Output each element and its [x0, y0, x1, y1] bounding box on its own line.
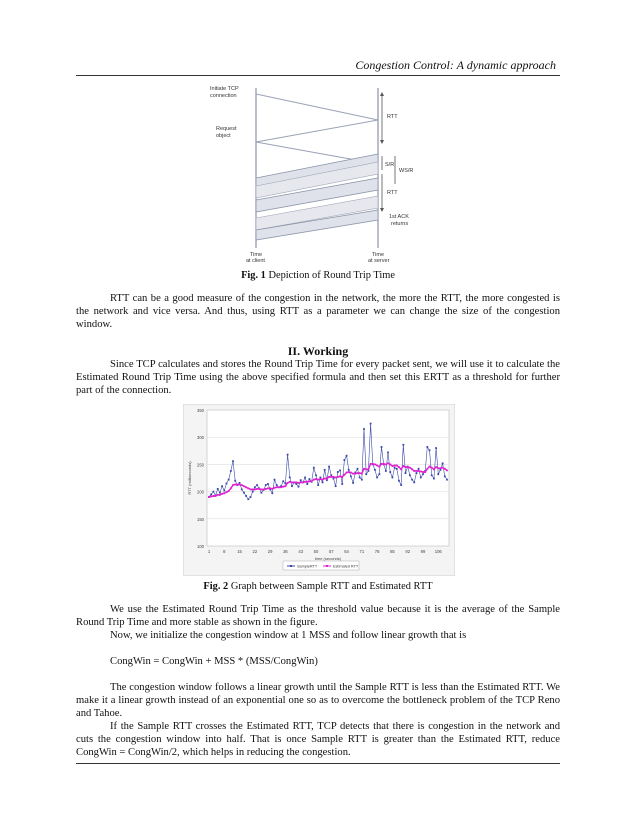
- sample-rtt-point: [328, 466, 330, 468]
- estimated-rtt-point: [304, 481, 306, 483]
- estimated-rtt-point: [440, 467, 442, 469]
- sample-rtt-point: [219, 492, 221, 494]
- estimated-rtt-point: [243, 485, 245, 487]
- estimated-rtt-point: [357, 472, 359, 474]
- estimated-rtt-point: [372, 463, 374, 465]
- rtt-chart: [183, 404, 455, 576]
- sample-rtt-point: [228, 479, 230, 481]
- estimated-rtt-point: [437, 467, 439, 469]
- estimated-rtt-point: [245, 486, 247, 488]
- sample-rtt-point: [437, 473, 439, 475]
- estimated-rtt-point: [413, 470, 415, 472]
- x-tick-label: 29: [267, 549, 273, 554]
- sample-rtt-point: [374, 469, 376, 471]
- sample-rtt-point: [376, 477, 378, 479]
- estimated-rtt-point: [322, 479, 324, 481]
- sample-rtt-point: [324, 469, 326, 471]
- sample-rtt-point: [221, 485, 223, 487]
- sample-rtt-point: [359, 477, 361, 479]
- sample-rtt-point: [210, 493, 212, 495]
- estimated-rtt-point: [341, 476, 343, 478]
- legend-marker: [290, 565, 292, 567]
- estimated-rtt-point: [254, 489, 256, 491]
- sample-rtt-point: [267, 483, 269, 485]
- estimated-rtt-point: [402, 465, 404, 467]
- sample-rtt-point: [319, 477, 321, 479]
- estimated-rtt-point: [330, 476, 332, 478]
- estimated-rtt-point: [271, 488, 273, 490]
- estimated-rtt-point: [267, 487, 269, 489]
- estimated-rtt-point: [389, 464, 391, 466]
- estimated-rtt-point: [337, 476, 339, 478]
- figure1-caption: [76, 270, 560, 281]
- estimated-rtt-point: [442, 467, 444, 469]
- sample-rtt-point: [350, 475, 352, 477]
- sample-rtt-point: [394, 467, 396, 469]
- estimated-rtt-point: [343, 474, 345, 476]
- estimated-rtt-point: [387, 462, 389, 464]
- sample-rtt-point: [271, 492, 273, 494]
- estimated-rtt-point: [433, 468, 435, 470]
- estimated-rtt-point: [236, 484, 238, 486]
- sample-rtt-point: [339, 469, 341, 471]
- sample-rtt-point: [291, 485, 293, 487]
- x-tick-label: 1: [207, 549, 211, 554]
- sample-rtt-point: [287, 454, 289, 456]
- estimated-rtt-point: [256, 488, 258, 490]
- estimated-rtt-point: [252, 489, 254, 491]
- estimated-rtt-point: [269, 487, 271, 489]
- sample-rtt-point: [361, 479, 363, 481]
- sample-rtt-point: [247, 498, 249, 500]
- sample-rtt-point: [322, 481, 324, 483]
- estimated-rtt-point: [298, 482, 300, 484]
- sample-rtt-point: [435, 447, 437, 449]
- estimated-rtt-point: [319, 478, 321, 480]
- x-tick-label: 71: [359, 549, 365, 554]
- label-client-1: Time: [250, 252, 263, 258]
- sample-rtt-point: [416, 472, 418, 474]
- sample-rtt-point: [241, 489, 243, 491]
- estimated-rtt-point: [409, 467, 411, 469]
- sample-rtt-point: [300, 479, 302, 481]
- x-tick-label: 85: [390, 549, 395, 554]
- estimated-rtt-point: [212, 495, 214, 497]
- estimated-rtt-point: [208, 496, 210, 498]
- figure1-caption-text: Depiction of Round Trip Time: [265, 270, 395, 281]
- estimated-rtt-point: [228, 490, 230, 492]
- estimated-rtt-point: [348, 471, 350, 473]
- estimated-rtt-point: [416, 470, 418, 472]
- estimated-rtt-point: [335, 477, 337, 479]
- sample-rtt-point: [245, 495, 247, 497]
- estimated-rtt-point: [383, 463, 385, 465]
- estimated-rtt-point: [315, 478, 317, 480]
- paragraph-threshold: We use the Estimated Round Trip Time as the threshold value because it is the average of the Sample Round Trip Time and more stable as shown in the figure.: [76, 604, 560, 628]
- estimated-rtt-point: [446, 469, 448, 471]
- estimated-rtt-point: [396, 465, 398, 467]
- sample-rtt-point: [370, 423, 372, 425]
- estimated-rtt-point: [385, 464, 387, 466]
- sample-rtt-point: [250, 496, 252, 498]
- sample-rtt-point: [341, 483, 343, 485]
- sample-rtt-point: [378, 473, 380, 475]
- label-server-2: at server: [368, 258, 390, 264]
- estimated-rtt-point: [278, 486, 280, 488]
- estimated-rtt-point: [392, 465, 394, 467]
- label-ack-2: returns: [391, 221, 409, 227]
- label-rtt-2: RTT: [387, 190, 398, 196]
- sample-rtt-point: [304, 477, 306, 479]
- sample-rtt-point: [413, 481, 415, 483]
- x-tick-label: 78: [374, 549, 380, 554]
- estimated-rtt-point: [333, 476, 335, 478]
- sample-rtt-point: [232, 460, 234, 462]
- sample-rtt-point: [313, 467, 315, 469]
- estimated-rtt-point: [250, 489, 252, 491]
- estimated-rtt-point: [241, 484, 243, 486]
- sample-rtt-point: [254, 486, 256, 488]
- estimated-rtt-point: [313, 479, 315, 481]
- label-ack-1: 1st ACK: [389, 214, 409, 220]
- paragraph-congestion-detect: If the Sample RTT crosses the Estimated RTT, TCP detects that there is congestion in the network and cuts the congestion window into half. That is once Sample RTT is greater than the Estimated RTT, reduce CongWin = CongWin/2, which helps in reducing the congestion.: [76, 721, 560, 758]
- y-axis-label: RTT (milliseconds): [187, 461, 192, 495]
- sample-rtt-point: [223, 490, 225, 492]
- estimated-rtt-point: [354, 473, 356, 475]
- sample-rtt-point: [411, 479, 413, 481]
- sample-rtt-point: [446, 479, 448, 481]
- estimated-rtt-point: [363, 468, 365, 470]
- estimated-rtt-point: [291, 481, 293, 483]
- sample-rtt-point: [381, 446, 383, 448]
- estimated-rtt-point: [223, 492, 225, 494]
- sample-rtt-point: [261, 492, 263, 494]
- sample-rtt-point: [357, 468, 359, 470]
- estimated-rtt-point: [346, 472, 348, 474]
- sample-rtt-point: [420, 477, 422, 479]
- x-tick-label: 92: [405, 549, 411, 554]
- figure2-caption: [76, 581, 560, 592]
- label-wsr: WS/R: [399, 168, 414, 174]
- paragraph-rtt-measure: RTT can be a good measure of the congestion in the network, the more the RTT, the more congested is the network and vice versa. And thus, using RTT as a parameter we can change the size of the congestion window.: [76, 293, 560, 330]
- estimated-rtt-point: [365, 468, 367, 470]
- sample-rtt-point: [431, 474, 433, 476]
- estimated-rtt-point: [426, 468, 428, 470]
- estimated-rtt-point: [317, 479, 319, 481]
- sample-rtt-point: [230, 470, 232, 472]
- sample-rtt-point: [326, 479, 328, 481]
- formula: CongWin = CongWin + MSS * (MSS/CongWin): [110, 656, 318, 667]
- label-initiate-2: connection: [210, 93, 237, 99]
- sample-rtt-point: [335, 485, 337, 487]
- label-rtt-1: RTT: [387, 114, 398, 120]
- estimated-rtt-point: [376, 465, 378, 467]
- estimated-rtt-point: [352, 473, 354, 475]
- estimated-rtt-point: [263, 489, 265, 491]
- estimated-rtt-point: [420, 471, 422, 473]
- paragraph-tcp-calculates: Since TCP calculates and stores the Round Trip Time for every packet sent, we will use it to calculate the Estimated Round Trip Time using the above specified formula and then set this ERTT as a threshold for further part of the connection.: [76, 359, 560, 396]
- estimated-rtt-point: [295, 481, 297, 483]
- label-request-2: object: [216, 133, 231, 139]
- y-tick-label: 250: [197, 462, 204, 468]
- sample-rtt-point: [317, 484, 319, 486]
- sample-rtt-point: [422, 473, 424, 475]
- x-tick-label: 64: [344, 549, 349, 554]
- y-tick-label: 100: [197, 544, 204, 549]
- legend-marker: [326, 565, 328, 567]
- estimated-rtt-point: [215, 495, 217, 497]
- estimated-rtt-point: [232, 484, 234, 486]
- sample-rtt-point: [440, 469, 442, 471]
- estimated-rtt-point: [274, 487, 276, 489]
- sample-rtt-point: [392, 477, 394, 479]
- sample-rtt-point: [306, 483, 308, 485]
- sample-rtt-point: [217, 488, 219, 490]
- sample-rtt-point: [256, 484, 258, 486]
- estimated-rtt-point: [280, 486, 282, 488]
- sample-rtt-point: [243, 492, 245, 494]
- estimated-rtt-point: [309, 480, 311, 482]
- estimated-rtt-point: [219, 494, 221, 496]
- estimated-rtt-point: [287, 482, 289, 484]
- sample-rtt-point: [433, 478, 435, 480]
- section-heading: II. Working: [287, 344, 349, 358]
- x-tick-label: 57: [328, 549, 334, 554]
- sample-rtt-point: [295, 483, 297, 485]
- sample-rtt-point: [343, 459, 345, 461]
- sample-rtt-point: [418, 468, 420, 470]
- estimated-rtt-point: [282, 486, 284, 488]
- sample-rtt-point: [265, 484, 267, 486]
- y-tick-label: 150: [197, 516, 204, 522]
- estimated-rtt-point: [239, 484, 241, 486]
- estimated-rtt-point: [234, 484, 236, 486]
- sample-rtt-point: [444, 475, 446, 477]
- sample-rtt-point: [276, 484, 278, 486]
- figure2-caption-text: Graph between Sample RTT and Estimated RTT: [228, 581, 433, 592]
- sample-rtt-point: [363, 428, 365, 430]
- estimated-rtt-point: [311, 480, 313, 482]
- label-server-1: Time: [372, 252, 385, 258]
- sample-rtt-point: [398, 480, 400, 482]
- sample-rtt-point: [352, 482, 354, 484]
- x-tick-label: 22: [252, 549, 258, 554]
- estimated-rtt-point: [210, 496, 212, 498]
- sample-rtt-point: [442, 462, 444, 464]
- estimated-rtt-point: [265, 488, 267, 490]
- estimated-rtt-point: [289, 481, 291, 483]
- estimated-rtt-point: [293, 481, 295, 483]
- estimated-rtt-point: [361, 473, 363, 475]
- estimated-rtt-point: [258, 488, 260, 490]
- estimated-rtt-point: [350, 472, 352, 474]
- sample-rtt-point: [282, 480, 284, 482]
- sample-rtt-point: [405, 472, 407, 474]
- sample-rtt-point: [389, 471, 391, 473]
- estimated-rtt-point: [226, 491, 228, 493]
- running-head: Congestion Control: A dynamic approach: [355, 58, 556, 72]
- label-request-1: Request: [216, 126, 237, 132]
- estimated-rtt-point: [217, 494, 219, 496]
- estimated-rtt-point: [247, 487, 249, 489]
- sample-rtt-point: [409, 474, 411, 476]
- estimated-rtt-point: [230, 487, 232, 489]
- sample-rtt-point: [330, 474, 332, 476]
- sample-rtt-point: [337, 471, 339, 473]
- estimated-rtt-point: [418, 470, 420, 472]
- footer-rule: [76, 763, 560, 764]
- estimated-rtt-point: [407, 466, 409, 468]
- sample-rtt-point: [234, 480, 236, 482]
- x-tick-label: 106: [434, 549, 442, 554]
- estimated-rtt-point: [285, 485, 287, 487]
- sample-rtt-point: [252, 491, 254, 493]
- sample-rtt-point: [346, 455, 348, 457]
- figure1-caption-num: Fig. 1: [241, 270, 266, 281]
- paragraph-linear-growth: The congestion window follows a linear growth until the Sample RTT is less than the Estimated RTT. We make it a linear growth instead of an exponential one so as to overcome the bottleneck problem of the TCP Reno and Tahoe.: [76, 682, 560, 719]
- estimated-rtt-point: [328, 476, 330, 478]
- header-rule: [76, 75, 560, 76]
- estimated-rtt-point: [339, 475, 341, 477]
- sample-rtt-point: [426, 446, 428, 448]
- sample-rtt-point: [315, 474, 317, 476]
- x-tick-label: 36: [283, 549, 288, 554]
- x-tick-label: 50: [313, 549, 319, 554]
- sample-rtt-point: [367, 470, 369, 472]
- sample-rtt-point: [226, 483, 228, 485]
- estimated-rtt-point: [261, 489, 263, 491]
- estimated-rtt-point: [374, 464, 376, 466]
- sample-rtt-point: [387, 452, 389, 454]
- estimated-rtt-point: [405, 466, 407, 468]
- estimated-rtt-point: [444, 468, 446, 470]
- estimated-rtt-point: [431, 467, 433, 469]
- sample-rtt-point: [365, 473, 367, 475]
- sample-rtt-point: [274, 479, 276, 481]
- y-tick-label: 200: [197, 489, 204, 495]
- estimated-rtt-point: [367, 468, 369, 470]
- label-initiate-1: Initiate TCP: [210, 86, 239, 92]
- sample-rtt-point: [309, 478, 311, 480]
- sample-rtt-point: [239, 482, 241, 484]
- estimated-rtt-point: [381, 463, 383, 465]
- sample-rtt-point: [402, 444, 404, 446]
- estimated-rtt-point: [370, 463, 372, 465]
- sample-rtt-point: [396, 468, 398, 470]
- x-axis-label: time (seconds): [314, 556, 342, 561]
- x-tick-label: 8: [223, 549, 226, 554]
- x-tick-label: 15: [237, 549, 242, 554]
- y-tick-label: 300: [197, 435, 204, 441]
- estimated-rtt-point: [378, 466, 380, 468]
- sample-rtt-point: [333, 478, 335, 480]
- rtt-diagram: [206, 78, 422, 270]
- estimated-rtt-point: [300, 481, 302, 483]
- estimated-rtt-point: [324, 478, 326, 480]
- y-tick-label: 350: [197, 408, 204, 413]
- estimated-rtt-point: [422, 471, 424, 473]
- legend-label: Estimated RTT: [333, 564, 359, 569]
- estimated-rtt-point: [221, 493, 223, 495]
- x-tick-label: 99: [420, 549, 426, 554]
- label-sr: S/R: [385, 162, 395, 168]
- estimated-rtt-point: [398, 466, 400, 468]
- sample-rtt-point: [298, 486, 300, 488]
- estimated-rtt-point: [306, 481, 308, 483]
- figure2-caption-num: Fig. 2: [203, 581, 229, 592]
- estimated-rtt-point: [435, 466, 437, 468]
- sample-rtt-point: [429, 449, 431, 451]
- label-client-2: at client: [246, 258, 265, 264]
- x-tick-label: 43: [298, 549, 304, 554]
- sample-rtt-point: [289, 477, 291, 479]
- sample-rtt-point: [212, 491, 214, 493]
- paragraph-initialize: Now, we initialize the congestion window at 1 MSS and follow linear growth that is: [110, 630, 467, 641]
- estimated-rtt-point: [411, 468, 413, 470]
- estimated-rtt-point: [326, 478, 328, 480]
- estimated-rtt-point: [424, 471, 426, 473]
- sample-rtt-point: [348, 469, 350, 471]
- estimated-rtt-point: [394, 465, 396, 467]
- estimated-rtt-point: [359, 472, 361, 474]
- sample-rtt-point: [400, 484, 402, 486]
- estimated-rtt-point: [429, 466, 431, 468]
- estimated-rtt-point: [302, 481, 304, 483]
- estimated-rtt-point: [276, 486, 278, 488]
- sample-rtt-point: [385, 470, 387, 472]
- estimated-rtt-point: [400, 468, 402, 470]
- legend-label: SampleRTT: [297, 564, 318, 569]
